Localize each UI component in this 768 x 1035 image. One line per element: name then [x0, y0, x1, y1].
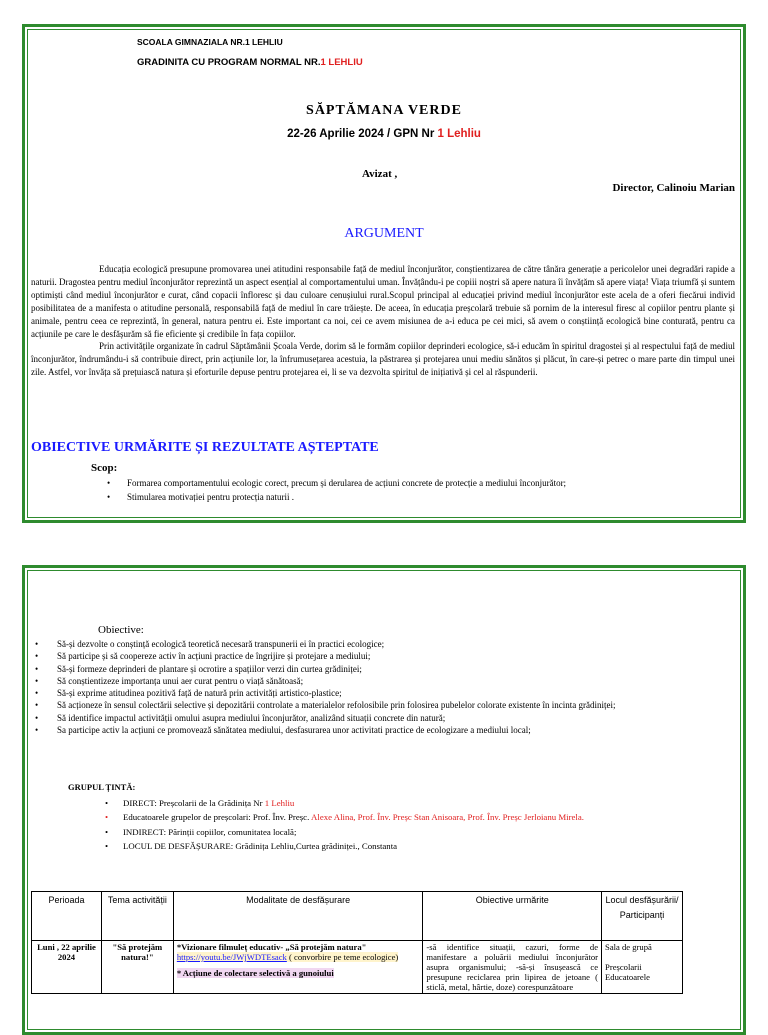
mode-cell [173, 941, 423, 994]
target-location: • LOCUL DE DESFĂȘURARE: Grădinița Lehliu,Curtea grădiniței., Constanta [103, 839, 584, 853]
mode-title: *Vizionare filmuleț educativ- „Să protejăm natura" [176, 942, 367, 952]
argument-paragraph-1: Educația ecologică presupune promovarea unei atitudini responsabile față de mediul înconjurător, conștientizarea de către tânăra generație a pericolelor unei degradări rapide a naturii. Dragostea pentru mediul înconjurător reprezintă un aspect esențial al comportamentului uman. Învățându-i pe copiii noștri să apere natura îi învățăm să apere viața! Viața triumfă și suntem optimiști când mediul înconjurător e curat, când copacii înfloresc și dau culoare cenușiului rural.Scopul principal al educației privind mediul înconjurător este acela de a oferi fiecărui individ posibilitatea de a manifesta o atitudine personală, responsabilă față de mediul în care trăiește. De aceea, în educația preșcolară trebuie să pornim de la interesul firesc al copiilor pentru plante și animale, pentru ceea ce reprezintă, în general, natura pentru ei. Este important ca noi, cei ce avem misiunea de a-i educa pe cei mici, să avem o conștiință ecologică bine conturată, pentru ca acțiunile pe care le desfășurăm să fie eficiente și credibile în fața copiilor. [31, 264, 735, 339]
target-educators: • Educatoarele grupelor de preșcolari: Prof. Înv. Preșc. Alexe Alina, Prof. Înv. Preșc Stan Anisoara, Prof. Înv. Preșc Jerloianu Mirela. [103, 810, 584, 824]
objective-item: • Să participe și să coopereze activ în acțiuni practice de îngrijire și protejare a mediului; [31, 650, 735, 662]
table-row [32, 941, 683, 994]
video-link[interactable]: https://youtu.be/JWjWDTEsack [176, 952, 287, 962]
document-page-2 [22, 565, 746, 1035]
table-header: Tema activității [101, 892, 173, 941]
argument-paragraph-2: Prin activitățile organizate în cadrul Săptămânii Școala Verde, dorim să le formăm copiilor deprinderi ecologice, să-i educăm în spiritul dragostei și al respectului față de mediul înconjurător, îndrumându-i să contribuie direct, prin acțiunile lor, la înfrumusețarea acestuia, la păstrarea și protejarea unui mediu sănătos și plăcut, în care-și petrec o mare parte din timpul unei zile. Astfel, vor învăța să prețuiască natura și eforturile depuse pentru protejarea ei, li se va dezvolta spiritul de inițiativă și cel al răspunderii. [31, 341, 735, 378]
document-page-1 [22, 24, 746, 523]
mode-link-line: https://youtu.be/JWjWDTEsack ( convorbire pe teme ecologice) [176, 952, 399, 962]
kindergarten-name: GRADINITA CU PROGRAM NORMAL NR.1 LEHLIU [137, 57, 363, 68]
scope-item: • Formarea comportamentului ecologic corect, precum și derularea de acțiuni concrete de protecție a mediului înconjurător; [107, 477, 566, 491]
target-group-list [103, 796, 584, 853]
objective-item: • Să-și dezvolte o conștință ecologică teoretică necesară transpunerii ei în practici ecologice; [31, 638, 735, 650]
period-cell: Luni , 22 aprilie 2024 [32, 941, 102, 994]
document-dates: 22-26 Aprilie 2024 / GPN Nr 1 Lehliu [287, 128, 481, 140]
objectives-heading: OBIECTIVE URMĂRITE ȘI REZULTATE AȘTEPTATE [31, 440, 379, 455]
target-direct: • DIRECT: Preșcolarii de la Grădinița Nr 1 Lehliu [103, 796, 584, 810]
place-cell: Sala de grupă Preșcolarii Educatoarele [602, 941, 683, 994]
table-header: Perioada [32, 892, 102, 941]
document-title: SĂPTĂMANA VERDE [306, 103, 462, 118]
argument-heading: ARGUMENT [344, 226, 424, 241]
scope-label: Scop: [91, 462, 118, 474]
target-group-label: GRUPUL ȚINTĂ: [68, 782, 136, 792]
scope-item: • Stimularea motivației pentru protecția naturii . [107, 491, 566, 505]
objective-item: • Să-și exprime atitudinea pozitivă față de natură prin activități artistico-plastice; [31, 687, 735, 699]
director-name: Director, Calinoiu Marian [612, 182, 735, 194]
table-header-row [32, 892, 683, 941]
objectives-label: Obiective: [98, 624, 144, 636]
objective-item: • Să acționeze în sensul colectării selective și depozitării controlate a materialelor refolosibile prin folosirea pubelelor colorate existente în incinta grădiniței; [31, 699, 735, 711]
table-header: Obiective urmărite [423, 892, 602, 941]
objective-item: • Să conștientizeze importanța unui aer curat pentru o viață sănătoasă; [31, 675, 735, 687]
argument-text [31, 263, 735, 379]
table-header: Locul desfășurării/ Participanți [602, 892, 683, 941]
objective-item: • Să-și formeze deprinderi de plantare și ocrotire a spațiilor verzi din curtea grădiniței; [31, 663, 735, 675]
approval-label: Avizat , [362, 168, 398, 180]
table-header: Modalitate de desfășurare [173, 892, 423, 941]
activity-plan-table [31, 891, 683, 994]
scope-list [107, 477, 566, 504]
school-name: SCOALA GIMNAZIALA NR.1 LEHLIU [137, 37, 283, 47]
target-indirect: • INDIRECT: Părinții copiilor, comunitatea locală; [103, 825, 584, 839]
objectives-list [31, 638, 735, 736]
objectives-cell: -să identifice situații, cazuri, forme de manifestare a poluării mediului înconjurător asupra organismului; -să-și însușească ce presupune reciclarea prin lipirea de jetoane ( sticlă, metal, hârtie, doze) corespunzătoare [423, 941, 602, 994]
mode-bullet: * Acțiune de colectare selectivă a gunoiului [176, 968, 334, 978]
objective-item: • Să identifice impactul activității omului asupra mediului înconjurător, analizând situații concrete din natură; [31, 712, 735, 724]
objective-item: • Sa participe activ la acțiuni ce promovează sănătatea mediului, desfasurarea unor activitati practice de ecologizare a mediului local; [31, 724, 735, 736]
theme-cell: "Să protejăm natura!" [101, 941, 173, 994]
